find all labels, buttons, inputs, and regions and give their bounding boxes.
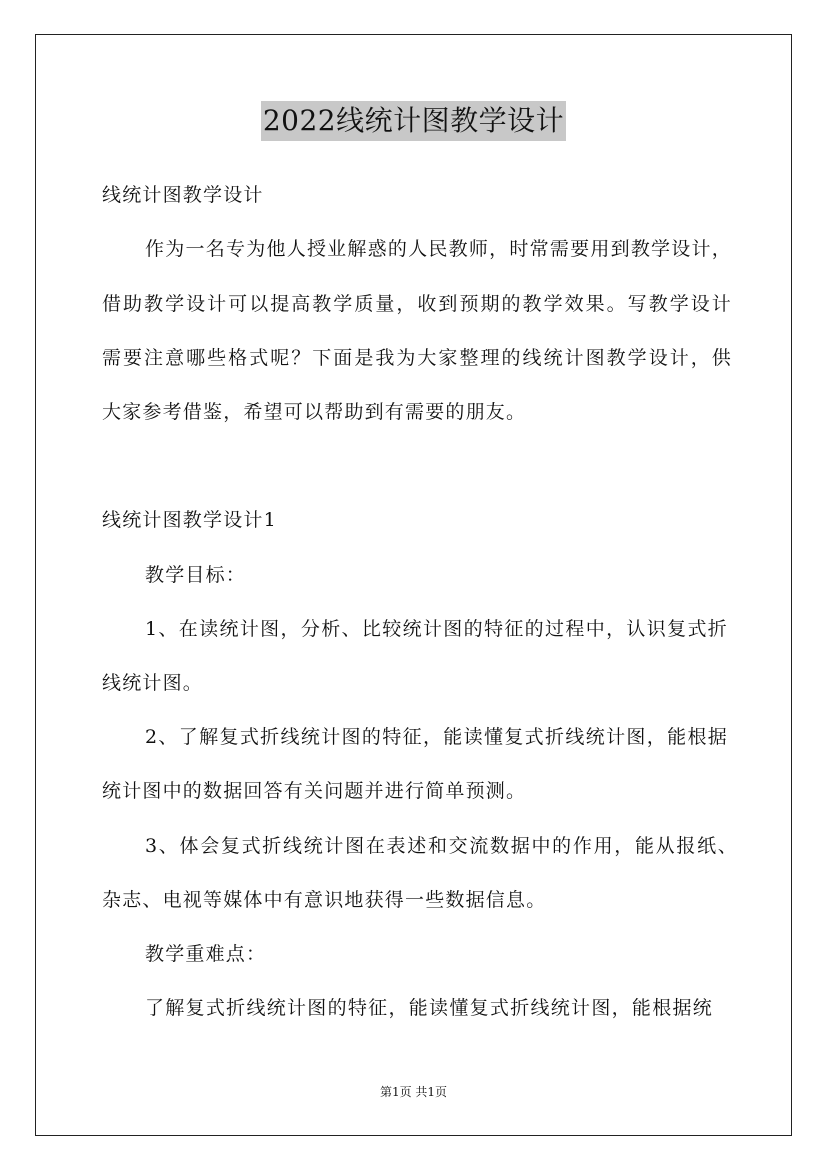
paragraph-line: 3、体会复式折线统计图在表述和交流数据中的作用，能从报纸、 [145, 835, 738, 857]
paragraph-line: 统计图中的数据回答有关问题并进行简单预测。 [102, 780, 527, 802]
paragraph-line: 杂志、电视等媒体中有意识地获得一些数据信息。 [102, 889, 547, 911]
intro-heading: 线统计图教学设计 [102, 184, 264, 206]
paragraph-line: 借助教学设计可以提高教学质量，收到预期的教学效果。写教学设计 [102, 293, 732, 315]
subheading-key-points: 教学重难点： [145, 943, 267, 965]
paragraph-line: 需要注意哪些格式呢？下面是我为大家整理的线统计图教学设计，供 [102, 347, 732, 369]
paragraph-line: 1、在读统计图，分析、比较统计图的特征的过程中，认识复式折 [145, 618, 728, 640]
page-number: 第1页 共1页 [379, 1085, 448, 1099]
section-heading: 线统计图教学设计1 [102, 509, 277, 531]
paragraph-line: 了解复式折线统计图的特征，能读懂复式折线统计图，能根据统 [145, 997, 713, 1019]
paragraph-line: 2、了解复式折线统计图的特征，能读懂复式折线统计图，能根据 [145, 726, 728, 748]
document-title [0, 100, 827, 141]
document-title-text: 2022线统计图教学设计 [261, 101, 566, 141]
paragraph-line: 线统计图。 [102, 672, 204, 694]
subheading-objectives: 教学目标： [145, 564, 247, 586]
paragraph-line: 作为一名专为他人授业解惑的人民教师，时常需要用到教学设计， [145, 238, 732, 260]
paragraph-line: 大家参考借鉴，希望可以帮助到有需要的朋友。 [102, 401, 527, 423]
